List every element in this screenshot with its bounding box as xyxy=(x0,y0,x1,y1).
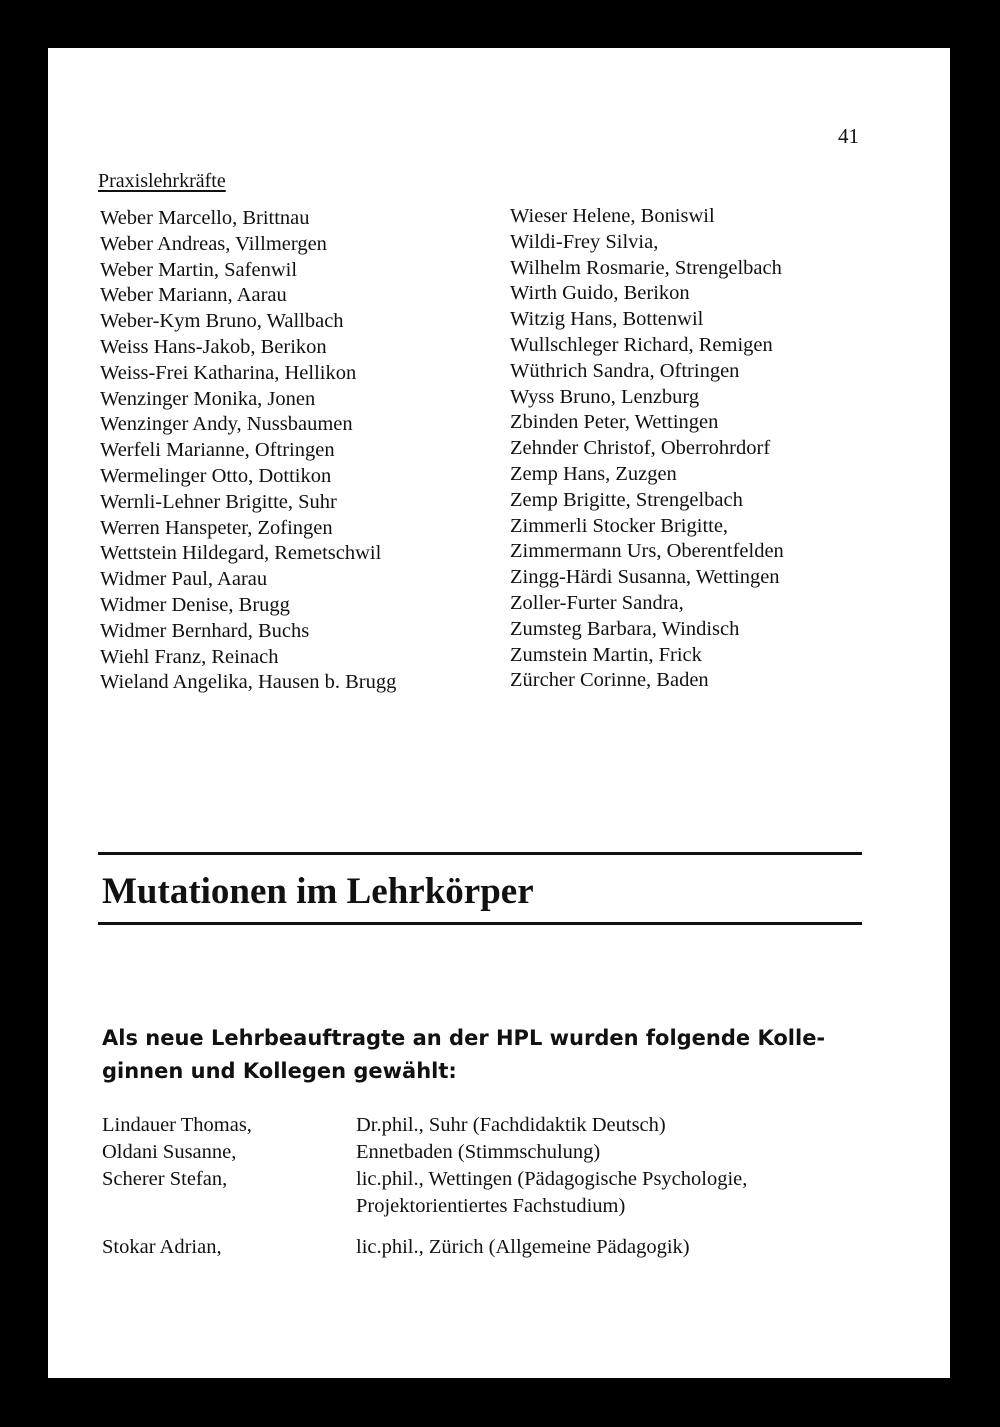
appointment-detail-line: Projektorientiertes Fachstudium) xyxy=(356,1195,626,1217)
list-item: Wildi-Frey Silvia, xyxy=(510,230,659,253)
list-item: Wettstein Hildegard, Remetschwil xyxy=(100,542,382,565)
list-item: Widmer Denise, Brugg xyxy=(100,593,290,616)
list-item: Witzig Hans, Bottenwil xyxy=(510,308,704,331)
page-number: 41 xyxy=(838,124,859,148)
list-item: Zimmermann Urs, Oberentfelden xyxy=(510,540,784,563)
list-item: Werfeli Marianne, Oftringen xyxy=(100,439,335,462)
list-item: Zemp Hans, Zuzgen xyxy=(510,462,677,485)
list-item: Wullschleger Richard, Remigen xyxy=(510,333,773,356)
appointment-detail-line: Ennetbaden (Stimmschulung) xyxy=(356,1141,601,1163)
subheading-line: Als neue Lehrbeauftragte an der HPL wurden folgende Kolle- xyxy=(102,1026,826,1050)
list-item: Werren Hanspeter, Zofingen xyxy=(100,516,333,539)
list-item: Wirth Guido, Berikon xyxy=(510,282,690,305)
list-item: Zoller-Furter Sandra, xyxy=(510,591,684,614)
appointment-name: Stokar Adrian, xyxy=(102,1236,222,1258)
list-item: Weiss Hans-Jakob, Berikon xyxy=(100,335,327,358)
list-item: Zehnder Christof, Oberrohrdorf xyxy=(510,437,771,460)
list-item: Weber Mariann, Aarau xyxy=(100,284,287,307)
list-item: Wieser Helene, Boniswil xyxy=(510,205,715,227)
list-item: Wermelinger Otto, Dottikon xyxy=(100,464,332,487)
list-item: Weber Marcello, Brittnau xyxy=(100,207,310,229)
appointment-name: Lindauer Thomas, xyxy=(102,1114,252,1136)
subheading xyxy=(102,1022,862,1088)
list-item: Zürcher Corinne, Baden xyxy=(510,669,709,692)
appointment-detail xyxy=(356,1139,872,1166)
list-item: Wenzinger Monika, Jonen xyxy=(100,387,316,410)
list-item: Zumsteg Barbara, Windisch xyxy=(510,617,740,640)
list-item: Zbinden Peter, Wettingen xyxy=(510,411,719,434)
list-item: Wenzinger Andy, Nussbaumen xyxy=(100,413,353,436)
appointment-name: Oldani Susanne, xyxy=(102,1141,237,1163)
appointment-detail xyxy=(356,1234,872,1261)
appointments-list xyxy=(102,1112,872,1261)
list-item: Wilhelm Rosmarie, Strengelbach xyxy=(510,256,782,279)
name-list-right xyxy=(510,204,890,694)
section-heading: Mutationen im Lehrkörper xyxy=(102,871,534,912)
list-item: Weiss-Frei Katharina, Hellikon xyxy=(100,361,357,384)
list-item: Weber-Kym Bruno, Wallbach xyxy=(100,310,344,333)
heading-rule-top xyxy=(98,852,862,855)
list-item: Widmer Bernhard, Buchs xyxy=(100,619,310,642)
list-item: Wieland Angelika, Hausen b. Brugg xyxy=(100,671,397,694)
list-item: Wüthrich Sandra, Oftringen xyxy=(510,359,740,382)
appointment-detail xyxy=(356,1112,872,1139)
list-item: Wyss Bruno, Lenzburg xyxy=(510,385,700,408)
appointment-detail-line: lic.phil., Wettingen (Pädagogische Psychologie, xyxy=(356,1168,748,1190)
appointment-row xyxy=(102,1139,872,1166)
list-item: Zingg-Härdi Susanna, Wettingen xyxy=(510,566,780,589)
appointment-row xyxy=(102,1112,872,1139)
appointment-detail-line: Dr.phil., Suhr (Fachdidaktik Deutsch) xyxy=(356,1114,666,1136)
appointment-detail xyxy=(356,1166,872,1220)
list-item: Zumstein Martin, Frick xyxy=(510,643,702,666)
list-item: Wiehl Franz, Reinach xyxy=(100,645,279,668)
list-item: Widmer Paul, Aarau xyxy=(100,568,268,591)
subheading-line: ginnen und Kollegen gewählt: xyxy=(102,1059,457,1083)
appointment-row xyxy=(102,1166,872,1220)
heading-rule-bottom xyxy=(98,922,862,925)
section-label-praxislehrkraefte: Praxislehrkräfte xyxy=(98,170,226,192)
name-list-left xyxy=(100,206,500,696)
list-item: Zemp Brigitte, Strengelbach xyxy=(510,488,743,511)
list-item: Weber Martin, Safenwil xyxy=(100,258,298,281)
list-item: Zimmerli Stocker Brigitte, xyxy=(510,514,729,537)
appointment-row xyxy=(102,1234,872,1261)
appointment-name: Scherer Stefan, xyxy=(102,1168,228,1190)
appointment-detail-line: lic.phil., Zürich (Allgemeine Pädagogik) xyxy=(356,1236,690,1258)
list-item: Weber Andreas, Villmergen xyxy=(100,232,327,255)
list-item: Wernli-Lehner Brigitte, Suhr xyxy=(100,490,337,513)
